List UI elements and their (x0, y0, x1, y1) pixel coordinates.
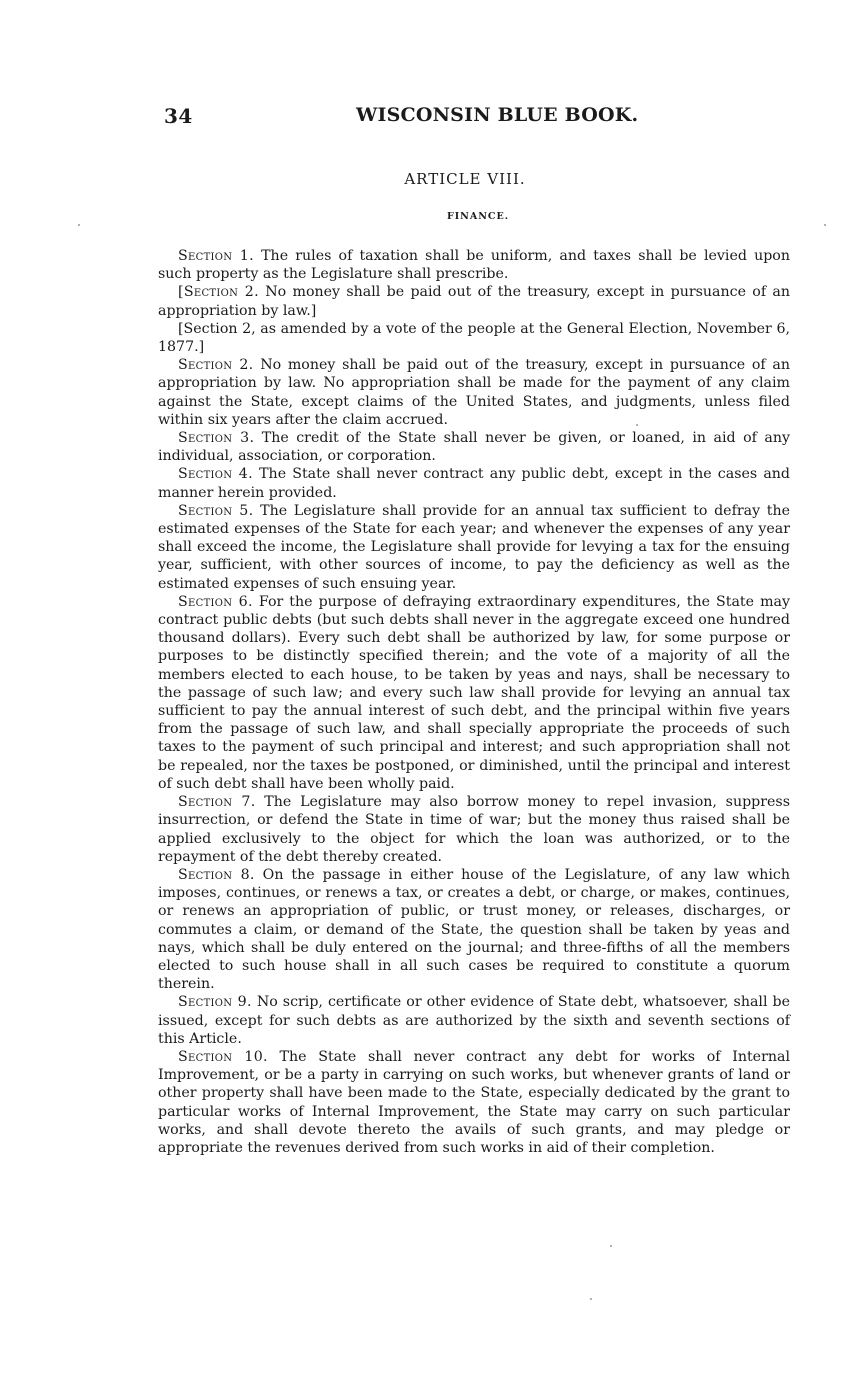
section-label: Section 9. (178, 994, 252, 1011)
article-title: ARTICLE VIII. (404, 170, 526, 188)
section-text: No money shall be paid out of the treasury, except in pursuance of an appropriation by law.] (158, 284, 790, 319)
section-text: The credit of the State shall never be given, or loaned, in aid of any individual, association, or corporation. (158, 430, 790, 465)
section-2-amended-paragraph (158, 356, 790, 429)
section-1-paragraph (158, 247, 790, 283)
section-text: [Section 2, as amended by a vote of the people at the General Election, November 6, 1877.] (158, 320, 790, 356)
section-text: For the purpose of defraying extraordinary expenditures, the State may contract public debts (but such debts shall never in the aggregate exceed one hundred thousand dollars). Every such debt shall be authorized by law, for some purpose or purposes to be distinctly specified therein; and the vote of a majority of all the members elected to each house, to be taken by yeas and nays, shall be necessary to the passage of such law; and every such law shall provide for levying an annual tax sufficient to pay the annual interest of such debt, and the principal within five years from the passage of such law, and shall specially appropriate the proceeds of such taxes to the payment of such principal and interest; and such appropriation shall not be repealed, nor the taxes be postponed, or diminished, until the principal and interest of such debt shall have been wholly paid. (158, 593, 790, 792)
amendment-note-paragraph (158, 320, 790, 356)
section-2-original-paragraph (158, 283, 790, 319)
section-10-paragraph (158, 1048, 790, 1157)
section-text: No money shall be paid out of the treasury, except in pursuance of an appropriation by law. No appropriation shall be made for the payment of any claim against the State, except claims of the United States, and judgments, unless filed within six years after the claim accrued. (158, 357, 790, 428)
scan-speck (78, 224, 80, 226)
section-text: The State shall never contract any debt for works of Internal Improvement, or be a party in carrying on such works, but whenever grants of land or other property shall have been made to the State, especially dedicated by the grant to particular works of Internal Improvement, the State may carry on such particular works, and shall devote thereto the avails of such grants, and may pledge or appropriate the revenues derived from such works in aid of their completion. (158, 1048, 790, 1156)
scan-speck (636, 424, 638, 426)
section-text: The rules of taxation shall be uniform, and taxes shall be levied upon such property as the Legislature shall prescribe. (158, 248, 790, 283)
section-7-paragraph (158, 793, 790, 866)
section-label: Section 2. (178, 357, 254, 374)
section-label: Section 7. (178, 794, 256, 811)
section-4-paragraph (158, 465, 790, 501)
section-text: No scrip, certificate or other evidence of State debt, whatsoever, shall be issued, except for such debts as are authorized by the sixth and seventh sections of this Article. (158, 994, 790, 1047)
section-9-paragraph (158, 993, 790, 1048)
section-6-paragraph (158, 593, 790, 793)
section-text: The Legislature shall provide for an annual tax sufficient to defray the estimated expenses of the State for each year; and whenever the expenses of any year shall exceed the income, the Legislature shall provide for levying a tax for the ensuing year, sufficient, with other sources of income, to pay the deficiency as well as the estimated expenses of such ensuing year. (158, 502, 790, 592)
section-label: Section 1. (178, 248, 254, 264)
section-5-paragraph (158, 502, 790, 593)
scan-speck (824, 224, 826, 226)
section-label: Section 3. (178, 430, 255, 447)
section-3-paragraph (158, 429, 790, 465)
scan-speck (590, 1298, 592, 1300)
section-text: The Legislature may also borrow money to repel invasion, suppress insurrection, or defend the State in time of war; but the money thus raised shall be applied exclusively to the object for which the loan was authorized, or to the repayment of the debt thereby created. (158, 794, 790, 865)
section-label: [Section 2. (178, 284, 259, 301)
section-8-paragraph (158, 866, 790, 993)
section-label: Section 4. (178, 466, 253, 483)
section-text: On the passage in either house of the Legislature, of any law which imposes, continues, or renews a tax, or creates a debt, or charge, or makes, continues, or renews an appropriation of public, or trust money, or releases, discharges, or commutes a claim, or demand of the State, the question shall be taken by yeas and nays, which shall be duly entered on the journal; and three-fifths of all the members elected to such house shall in all such cases be required to constitute a quorum therein. (158, 866, 790, 993)
page-number: 34 (164, 104, 193, 128)
section-label: Section 10. (178, 1048, 268, 1065)
article-subtitle: FINANCE. (446, 211, 510, 222)
article-body (158, 247, 790, 1157)
section-text: The State shall never contract any public debt, except in the cases and manner herein provided. (158, 466, 790, 501)
running-title: WISCONSIN BLUE BOOK. (356, 104, 639, 126)
page-header (158, 104, 798, 134)
section-label: Section 6. (178, 593, 253, 610)
section-label: Section 5. (178, 502, 254, 519)
section-label: Section 8. (178, 866, 255, 883)
scan-speck (610, 1245, 612, 1247)
